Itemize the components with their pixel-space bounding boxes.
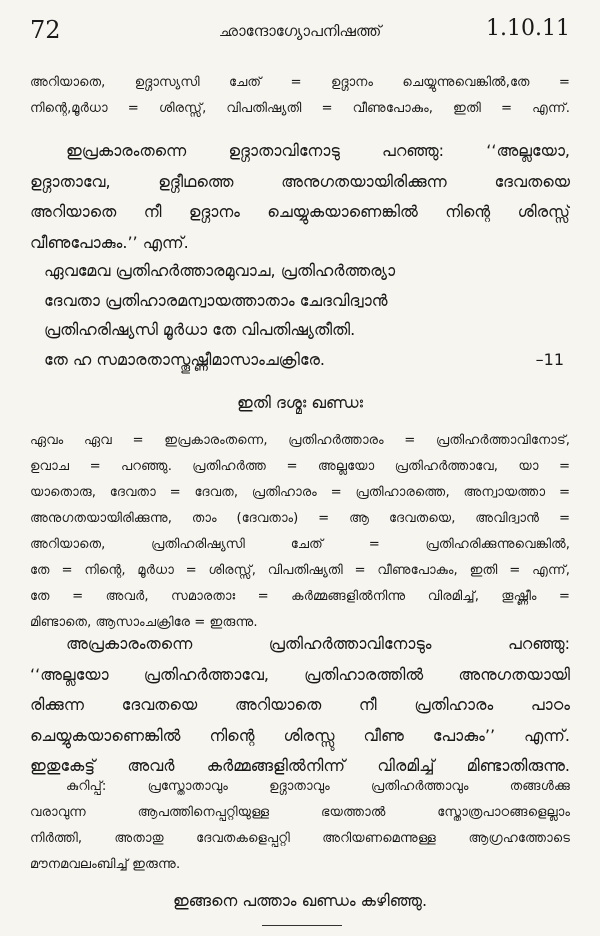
prose-paragraph-1 [30,136,570,258]
prose-paragraph-2 [30,629,570,782]
gloss-line: തേ = നിന്റെ, മൂർധാ = ശിരസ്സ്, വിപതിഷ്യതി = വീണുപോകും, ഇതി = എന്ന്, [30,563,570,578]
prose-line: ഉദ്ഗാതാവേ, ഉദ്ഗീഥത്തെ അനുഗതയായിരിക്കുന്ന ദേവതയെ [30,171,570,191]
verse-line: തേ ഹ സമാരതാസ്തൂഷ്ണീമാസാംചക്രിരേ. [44,349,326,369]
prose-line: രിക്കുന്ന ദേവതയെ അറിയാതെ നീ പ്രതിഹാരം പാഠം [30,695,570,714]
note-line: കുറിപ്പ്: പ്രസ്തോതാവും ഉദ്ഗാതാവും പ്രതിഹർത്താവും തങ്ങൾക്കു [66,779,570,794]
gloss-line: ഉവാച = പറഞ്ഞു. പ്രതിഹർത്ത = അല്ലയോ പ്രതിഹർത്താവേ, യാ = [30,459,570,474]
gloss-main [30,428,570,636]
sanskrit-verse [44,256,570,374]
prose-line: ഇതുകേട്ട് അവർ കർമ്മങ്ങളിൽനിന്ന് വിരമിച്ച് മിണ്ടാതിരുന്നു. [30,756,570,775]
section-end-title: ഇതി ദശ്മഃ ഖണ്ഡഃ [237,393,363,412]
prose-line: ചെയ്യുകയാണെങ്കിൽ നിന്റെ ശിരസ്സു വീണു പോകും’’ എന്ന്. [30,725,570,745]
gloss-line: അറിയാതെ, ഉദ്ഗാസ്യസി ചേത് = ഉദ്ഗാനം ചെയ്യുന്നുവെങ്കിൽ,തേ = [30,75,570,90]
prose-line: വീണുപോകും.’’ എന്ന്. [30,232,189,252]
prose-line: അറിയാതെ നീ ഉദ്ഗാനം ചെയ്യുകയാണെങ്കിൽ നിന്റെ ശിരസ്സ് [30,202,570,221]
gloss-line: അറിയാതെ, പ്രതിഹരിഷ്യസി ചേത് = പ്രതിഹരിക്കുന്നുവെങ്കിൽ, [30,537,570,552]
prose-line: ഇപ്രകാരംതന്നെ ഉദ്ഗാതാവിനോടു പറഞ്ഞു: ‘‘അല്ലയോ, [66,141,570,160]
verse-line: ഏവമേവ പ്രതിഹർത്താരമുവാച, പ്രതിഹർത്തര്യാ [44,261,396,280]
note-line: വരാവുന്ന ആപത്തിനെപ്പറ്റിയുള്ള ഭയത്താൽ സ്തോത്രപാഠങ്ങളെല്ലാം [30,805,570,820]
prose-line: ‘‘അല്ലയോ പ്രതിഹർത്താവേ, പ്രതിഹാരത്തിൽ അനുഗതയായി [30,664,570,684]
page-number: 72 [30,16,61,44]
page-header [30,14,570,44]
note-line: നിർത്തി, അതാതു ദേവതകളെപ്പറ്റി അറിയണമെന്നുള്ള ആഗ്രഹത്തോടെ [30,831,570,846]
verse-number: –11 [535,349,564,369]
verse-line: പ്രതിഹരിഷ്യസി മൂർധാ തേ വിപതിഷ്യതീതി. [44,320,356,339]
prose-line: അപ്രകാരംതന്നെ പ്രതിഹർത്താവിനോടും പറഞ്ഞു: [66,634,570,653]
running-title: ഛാന്ദോഗ്യോപനിഷത്ത് [218,22,382,40]
section-reference: 1.10.11 [486,16,570,41]
gloss-line: യാതൊരു, ദേവതാ = ദേവത, പ്രതിഹാരം = പ്രതിഹാരത്തെ, അന്വായത്താ = [30,485,570,500]
gloss-line: അനുഗതയായിരിക്കുന്നു, താം (ദേവതാം) = ആ ദേവതയെ, അവിദ്വാൻ = [30,511,570,526]
gloss-line: ഏവം ഏവ = ഇപ്രകാരംതന്നെ, പ്രതിഹർത്താരം = പ്രതിഹർത്താവിനോട്, [30,433,570,448]
gloss-top [30,70,570,122]
note-line: മൗനമവലംബിച്ച് ഇരുന്നു. [30,857,181,872]
gloss-line: തേ = അവർ, സമാരതാഃ = കർമ്മങ്ങളിൽനിന്നു വിരമിച്ച്, തൂഷ്ണീം = [30,589,570,604]
gloss-line: നിന്റെ,മൂർധാ = ശിരസ്സ്, വിപതിഷ്യതി = വീണുപോകും, ഇതി = എന്ന്. [30,101,570,116]
closing-line: ഇങ്ങനെ പത്താം ഖണ്ഡം കഴിഞ്ഞു. [172,891,428,910]
gloss-line: മിണ്ടാതെ, ആസാംചക്രിരേ = ഇരുന്നു. [30,615,258,630]
end-rule [262,925,342,926]
verse-line: ദേവതാ പ്രതിഹാരമന്വായത്താതാം ചേദവിദ്വാൻ [44,290,388,310]
footnote [30,774,570,878]
